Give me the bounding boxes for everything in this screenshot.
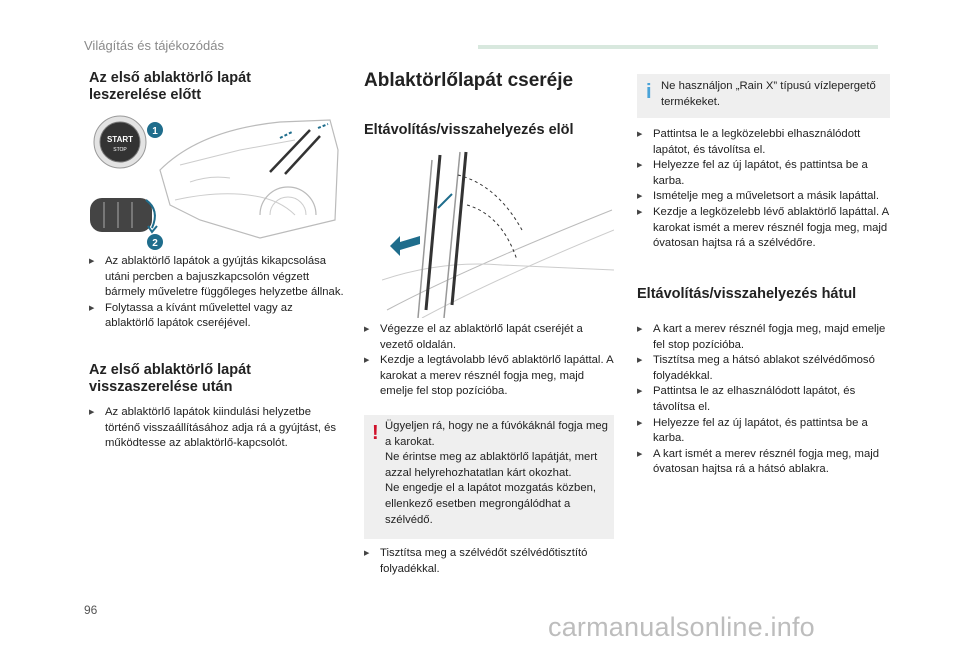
callout-1-label: 1 [152, 126, 158, 137]
info-text: Ne használjon „Rain X” típusú vízlepergető termékeket. [661, 80, 876, 108]
front-wiper-illustration [382, 150, 614, 318]
stop-label: STOP [113, 147, 127, 153]
start-label: START [106, 135, 134, 144]
watermark: carmanualsonline.info [548, 612, 815, 642]
list-item: ▶ Kezdje a legtávolabb lévő ablaktörlő lapáttal. A karokat a merev résznél fogja meg, majd emelje fel stop pozícióba. [364, 353, 614, 400]
page-number: 96 [84, 603, 98, 617]
info-icon: i [646, 81, 652, 103]
list-item: ▶ A kart ismét a merev résznél fogja meg, majd óvatosan hajtsa rá a hátsó ablakra. [637, 447, 897, 478]
callout-2-label: 2 [152, 238, 158, 249]
figure-start-stop-wiper [80, 110, 342, 250]
list-item: ▶ Ismételje meg a műveletsort a másik lapáttal. [637, 189, 895, 205]
page-title: Ablaktörlőlapát cseréje [364, 70, 574, 91]
arrow-left-icon [390, 236, 420, 256]
figure-front-wiper [382, 150, 614, 318]
list-item: ▶ Pattintsa le az elhasználódott lapátot, és távolítsa el. [637, 384, 897, 415]
list-item: ▶ Helyezze fel az új lapátot, és pattintsa be a karba. [637, 158, 895, 189]
section2-list [89, 405, 344, 452]
right-list [637, 127, 895, 252]
subtitle-front: Eltávolítás/visszahelyezés elöl [364, 122, 574, 138]
info-box [637, 74, 890, 118]
list-item: ▶ Folytassa a kívánt művelettel vagy az ablaktörlő lapátok cseréjével. [89, 301, 344, 332]
running-header: Világítás és tájékozódás [84, 38, 224, 53]
motion-arrow-icon [438, 194, 452, 208]
front-list-2 [364, 546, 614, 577]
list-item: ▶ A kart a merev résznél fogja meg, majd emelje fel stop pozícióba. [637, 322, 897, 353]
subtitle-rear: Eltávolítás/visszahelyezés hátul [637, 286, 857, 302]
list-item: ▶ Az ablaktörlő lapátok a gyújtás kikapcsolása utáni percben a bajuszkapcsolón végzett bármely műveletre függőleges helyzetbe állnak. [89, 254, 344, 301]
list-item: ▶ Helyezze fel az új lapátot, és pattintsa be a karba. [637, 416, 897, 447]
warning-line: Ne engedje el a lapátot mozgatás közben, ellenkező esetben megrongálódhat a szélvédő. [385, 482, 597, 526]
list-item: ▶ Az ablaktörlő lapátok kiindulási helyzetbe történő visszaállításához adja rá a gyújtást, és működtesse az ablaktörlő-kapcsolót. [89, 405, 344, 452]
front-list [364, 322, 614, 400]
wiper-stalk-icon [90, 198, 152, 232]
warning-line: Ügyeljen rá, hogy ne a fúvókáknál fogja meg a karokat. [385, 420, 608, 448]
list-item: ▶ Pattintsa le a legközelebbi elhasználódott lapátot, és távolítsa el. [637, 127, 895, 158]
warning-box [364, 415, 614, 539]
list-item: ▶ Végezze el az ablaktörlő lapát cseréjét a vezető oldalán. [364, 322, 614, 353]
list-item: ▶ Tisztítsa meg a hátsó ablakot szélvédőmosó folyadékkal. [637, 353, 897, 384]
rear-list [637, 322, 897, 478]
list-item: ▶ Tisztítsa meg a szélvédőt szélvédőtisztító folyadékkal. [364, 546, 614, 577]
warning-icon: ! [372, 422, 379, 444]
wiper-control-illustration [80, 110, 342, 250]
section-title-after-refit: Az első ablaktörlő lapát visszaszerelése után [89, 362, 251, 395]
section1-list [89, 254, 344, 332]
list-item: ▶ Kezdje a legközelebb lévő ablaktörlő lapáttal. A karokat ismét a merev résznél fogja meg, majd óvatosan hajtsa rá a szélvédőre. [637, 205, 895, 252]
section-title-before-removal: Az első ablaktörlő lapát leszerelése előtt [89, 70, 251, 103]
warning-line: Ne érintse meg az ablaktörlő lapátját, mert azzal helyrehozhatatlan kárt okozhat. [385, 451, 598, 479]
header-bar [478, 45, 878, 49]
